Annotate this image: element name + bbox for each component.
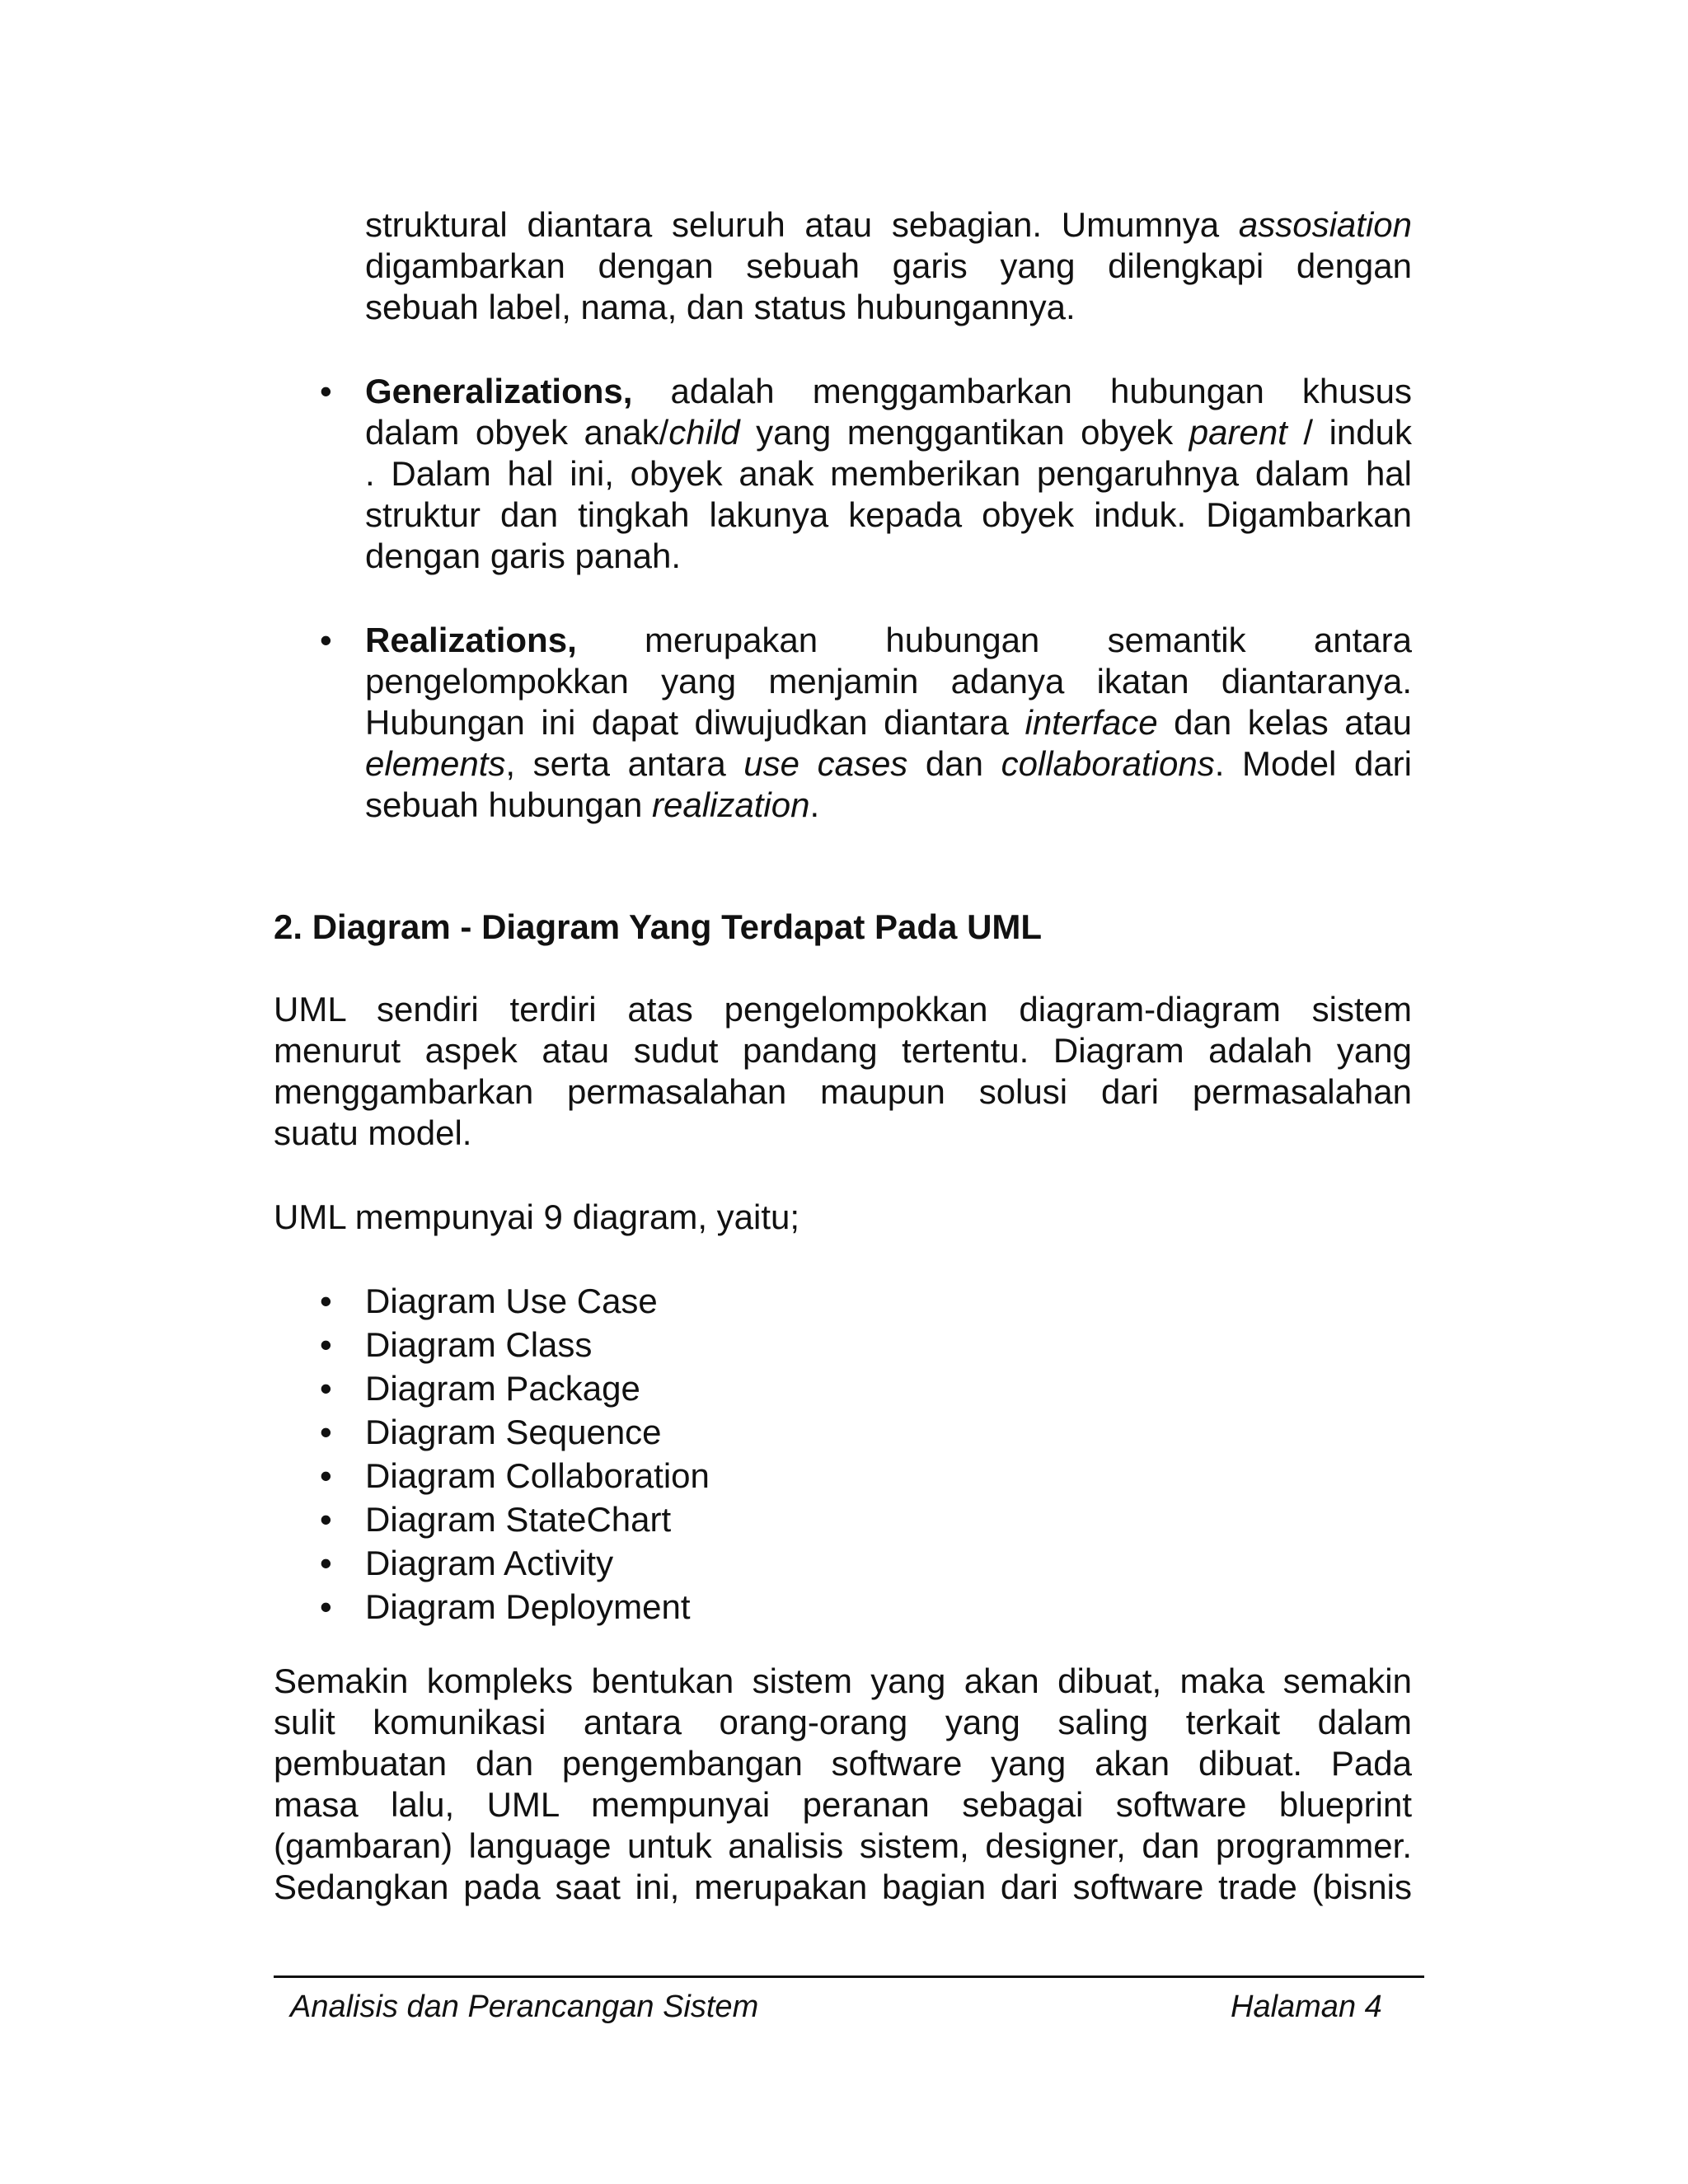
footer-rule	[274, 1975, 1424, 1978]
para1-line-2: menurut aspek atau sudut pandang tertentu. Diagram adalah yang	[274, 1031, 1412, 1070]
association-line-3: sebuah label, nama, dan status hubungannya.	[365, 288, 1076, 326]
realizations-line-4	[365, 743, 1412, 785]
bullet-realizations: •	[320, 621, 332, 659]
generalizations-line-2	[365, 412, 1412, 453]
italic-term: elements	[365, 744, 506, 783]
list-item: Diagram Use Case	[365, 1282, 658, 1320]
para3-line-4: masa lalu, UML mempunyai peranan sebagai software blueprint	[274, 1785, 1412, 1824]
text-run: struktural diantara seluruh atau sebagian. Umumnya	[365, 205, 1239, 244]
text-run: .	[809, 785, 820, 824]
bold-term: Generalizations,	[365, 372, 633, 410]
text-run: dan	[907, 744, 1001, 783]
list-item: Diagram Class	[365, 1325, 593, 1364]
list-item: Diagram Package	[365, 1369, 640, 1408]
text-run: Hubungan ini dapat diwujudkan diantara	[365, 703, 1025, 742]
para3-line-6: Sedangkan pada saat ini, merupakan bagian dari software trade (bisnis	[274, 1868, 1412, 1906]
para1-line-1: UML sendiri terdiri atas pengelompokkan diagram-diagram sistem	[274, 990, 1412, 1029]
section-heading: 2. Diagram - Diagram Yang Terdapat Pada UML	[274, 907, 1043, 946]
list-item: Diagram Deployment	[365, 1587, 691, 1626]
text-run: , serta antara	[505, 744, 744, 783]
generalizations-line-4: struktur dan tingkah lakunya kepada obyek induk. Digambarkan	[365, 495, 1412, 534]
italic-term: collaborations	[1001, 744, 1215, 783]
footer-title: Analisis dan Perancangan Sistem	[290, 1990, 759, 2024]
italic-term: realization	[652, 785, 810, 824]
text-run: / induk	[1287, 413, 1412, 452]
association-line-1	[365, 204, 1412, 246]
italic-term: parent	[1189, 413, 1287, 452]
bold-term: Realizations,	[365, 621, 577, 659]
list-item: Diagram Activity	[365, 1544, 614, 1582]
list-item: Diagram Collaboration	[365, 1456, 710, 1495]
realizations-line-3	[365, 702, 1412, 743]
para2-line-1: UML mempunyai 9 diagram, yaitu;	[274, 1197, 800, 1236]
list-item: Diagram Sequence	[365, 1413, 662, 1451]
page-number: Halaman 4	[1231, 1990, 1382, 2024]
text-run: dan kelas atau	[1157, 703, 1413, 742]
text-run: sebuah hubungan	[365, 785, 652, 824]
list-bullet: •	[320, 1282, 332, 1320]
text-run: merupakan hubungan semantik antara	[576, 621, 1412, 659]
para1-line-3: menggambarkan permasalahan maupun solusi dari permasalahan	[274, 1072, 1412, 1111]
text-run: dalam obyek anak/	[365, 413, 669, 452]
para3-line-1: Semakin kompleks bentukan sistem yang akan dibuat, maka semakin	[274, 1661, 1412, 1700]
list-bullet: •	[320, 1587, 332, 1626]
italic-term: child	[668, 413, 740, 452]
italic-term: interface	[1025, 703, 1158, 742]
text-run: yang menggantikan obyek	[739, 413, 1189, 452]
realizations-line-2: pengelompokkan yang menjamin adanya ikatan diantaranya.	[365, 662, 1412, 701]
text-run: . Model dari	[1214, 744, 1412, 783]
list-bullet: •	[320, 1456, 332, 1495]
para3-line-3: pembuatan dan pengembangan software yang akan dibuat. Pada	[274, 1744, 1412, 1783]
para3-line-5: (gambaran) language untuk analisis sistem, designer, dan programmer.	[274, 1826, 1412, 1865]
list-bullet: •	[320, 1413, 332, 1451]
para3-line-2: sulit komunikasi antara orang-orang yang saling terkait dalam	[274, 1703, 1412, 1741]
bullet-generalizations: •	[320, 372, 332, 410]
list-item: Diagram StateChart	[365, 1500, 672, 1539]
generalizations-line-1	[365, 371, 1412, 412]
para1-line-4: suatu model.	[274, 1113, 472, 1152]
list-bullet: •	[320, 1544, 332, 1582]
list-bullet: •	[320, 1369, 332, 1408]
association-line-2: digambarkan dengan sebuah garis yang dilengkapi dengan	[365, 246, 1412, 285]
text-run: adalah menggambarkan hubungan khusus	[632, 372, 1412, 410]
list-bullet: •	[320, 1500, 332, 1539]
realizations-line-5	[365, 785, 1412, 826]
generalizations-line-3: . Dalam hal ini, obyek anak memberikan pengaruhnya dalam hal	[365, 454, 1412, 493]
list-bullet: •	[320, 1325, 332, 1364]
italic-term: use cases	[743, 744, 908, 783]
realizations-line-1	[365, 620, 1412, 661]
italic-term: assosiation	[1238, 205, 1412, 244]
generalizations-line-5: dengan garis panah.	[365, 537, 681, 575]
